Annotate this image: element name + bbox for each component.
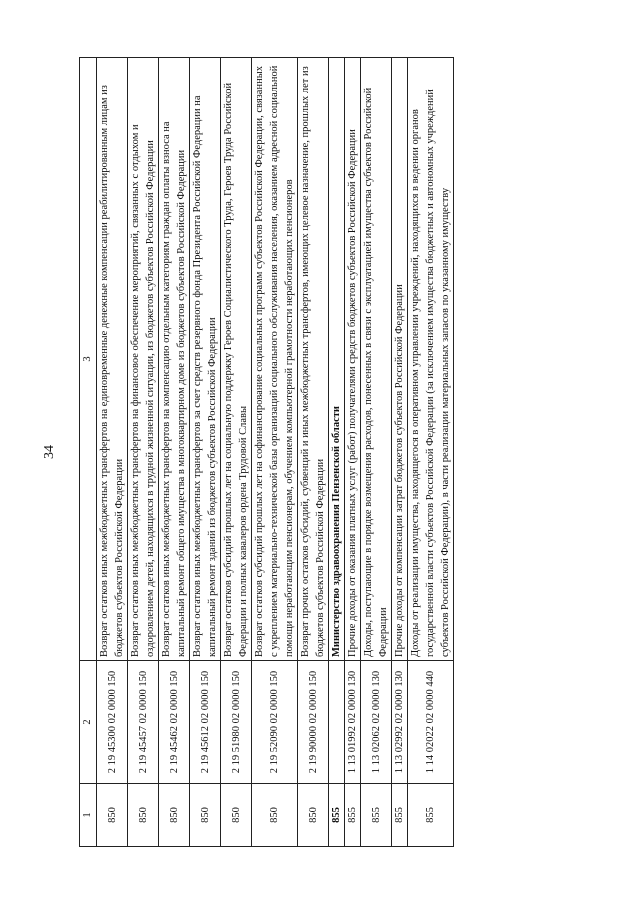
revenue-code-cell: 2 19 90000 02 0000 150 [298,661,329,784]
admin-code-cell: 855 [361,784,392,847]
admin-code-cell: 850 [97,784,128,847]
revenue-code-cell: 2 19 52090 02 0000 150 [252,661,298,784]
page-number: 34 [42,445,57,459]
revenue-code-cell: 1 13 02062 02 0000 130 [361,661,392,784]
table-row [329,58,345,847]
revenue-code-cell: 2 19 45612 02 0000 150 [190,661,221,784]
admin-code-cell: 850 [252,784,298,847]
revenue-name-cell: Возврат прочих остатков субсидий, субвенций и иных межбюджетных трансфертов, имеющих целевое назначение, прошлых лет из бюджетов субъектов Российской Федерации [298,58,329,661]
header-col-1: 1 [80,784,97,847]
header-col-2: 2 [80,661,97,784]
admin-code-cell: 855 [408,784,454,847]
revenue-name-cell: Министерство здравоохранения Пензенской области [329,58,345,661]
table-row [190,58,221,847]
table-row [392,58,408,847]
table-body [97,58,454,847]
revenue-code-cell: 1 14 02022 02 0000 440 [408,661,454,784]
revenue-name-cell: Возврат остатков иных межбюджетных трансфертов на единовременные денежные компенсации реабилитированным лицам из бюджетов субъектов Российской Федерации [97,58,128,661]
admin-code-cell: 855 [392,784,408,847]
revenue-name-cell: Прочие доходы от компенсации затрат бюджетов субъектов Российской Федерации [392,58,408,661]
revenue-name-cell: Возврат остатков иных межбюджетных трансфертов на финансовое обеспечение мероприятий, связанных с отдыхом и оздоровлением детей, находящихся в трудной жизненной ситуации, из бюджетов субъектов Российской Федерации [128,58,159,661]
table-row [221,58,252,847]
revenue-code-cell: 2 19 51980 02 0000 150 [221,661,252,784]
table-row [159,58,190,847]
admin-code-cell: 850 [159,784,190,847]
revenue-name-cell: Прочие доходы от оказания платных услуг (работ) получателями средств бюджетов субъектов Российской Федерации [345,58,361,661]
revenue-code-cell: 2 19 45300 02 0000 150 [97,661,128,784]
revenue-code-cell [329,661,345,784]
table-row [128,58,159,847]
table-row [361,58,392,847]
revenue-code-cell: 2 19 45462 02 0000 150 [159,661,190,784]
admin-code-cell: 850 [221,784,252,847]
revenue-name-cell: Возврат остатков субсидий прошлых лет на социальную поддержку Героев Социалистического Труда, Героев Труда Российской Федерации и полных кавалеров ордена Трудовой Славы [221,58,252,661]
revenue-name-cell: Доходы от реализации имущества, находящегося в оперативном управлении учреждений, находящихся в ведении органов государственной власти субъектов Российской Федерации (за исключением имущества бюджетных и автономных учреждений субъектов Российской Федерации), в части реализации материальных запасов по указанному имуществу [408,58,454,661]
admin-code-cell: 850 [298,784,329,847]
admin-code-cell: 855 [345,784,361,847]
rotated-table-container [79,58,563,847]
header-col-3: 3 [80,58,97,661]
table-row [408,58,454,847]
revenue-name-cell: Доходы, поступающие в порядке возмещения расходов, понесенных в связи с эксплуатацией имущества субъектов Российской Федерации [361,58,392,661]
table-row [298,58,329,847]
revenue-name-cell: Возврат остатков иных межбюджетных трансфертов на компенсацию отдельным категориям граждан оплаты взноса на капитальный ремонт общего имущества в многоквартирном доме из бюджетов субъектов Российской Федерации [159,58,190,661]
revenue-code-cell: 2 19 45457 02 0000 150 [128,661,159,784]
admin-code-cell: 855 [329,784,345,847]
table-row [97,58,128,847]
admin-code-cell: 850 [190,784,221,847]
table-row [252,58,298,847]
revenue-code-cell: 1 13 01992 02 0000 130 [345,661,361,784]
revenue-codes-table [79,57,454,847]
revenue-name-cell: Возврат остатков субсидий прошлых лет на софинансирование социальных программ субъектов Российской Федерации, связанных с укреплением материально-технической базы организаций социального обслуживания населения, оказанием адресной социальной помощи неработающим пенсионерам, обучением компьютерной грамотности неработающих пенсионеров [252,58,298,661]
revenue-code-cell: 1 13 02992 02 0000 130 [392,661,408,784]
table-header-row [80,58,97,847]
table-row [345,58,361,847]
revenue-name-cell: Возврат остатков иных межбюджетных трансфертов за счет средств резервного фонда Президента Российской Федерации на капитальный ремонт зданий из бюджетов субъектов Российской Федерации [190,58,221,661]
admin-code-cell: 850 [128,784,159,847]
